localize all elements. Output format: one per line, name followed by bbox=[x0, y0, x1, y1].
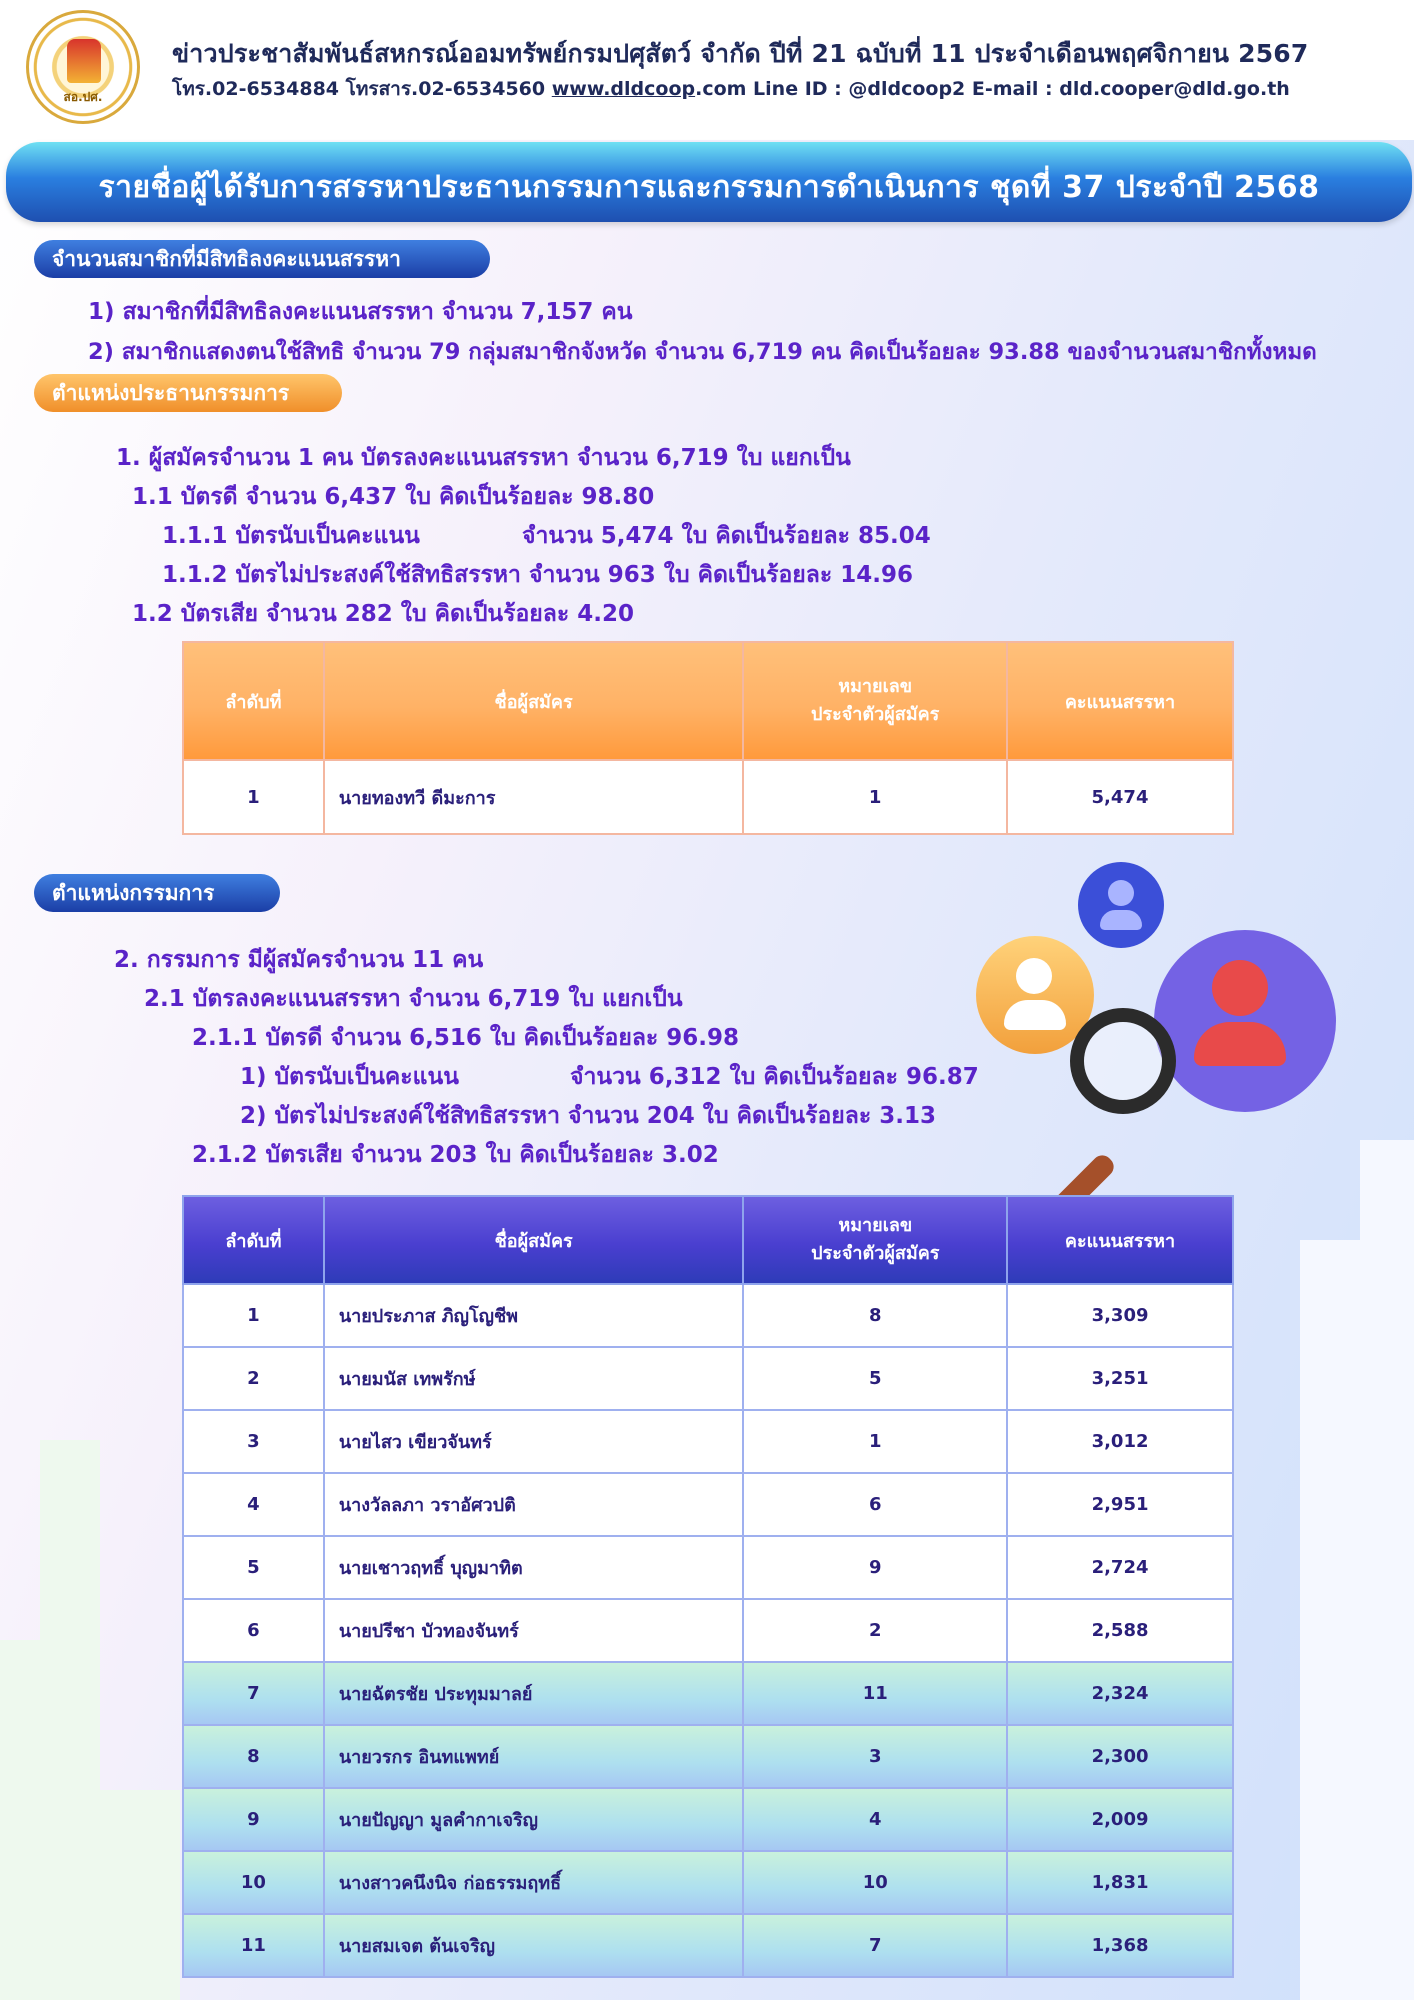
table-row bbox=[183, 1662, 1233, 1725]
seal-emblem-icon bbox=[67, 39, 101, 83]
user-head-shape bbox=[1212, 960, 1268, 1016]
user-head-shape bbox=[1016, 958, 1052, 994]
voters-line-1: 1) สมาชิกที่มีสิทธิลงคะแนนสรรหา จำนวน 7,157 คน bbox=[88, 299, 633, 325]
cell-score: 1,368 bbox=[1007, 1914, 1233, 1977]
cell-score: 2,009 bbox=[1007, 1788, 1233, 1851]
cell-number: 1 bbox=[743, 1410, 1007, 1473]
cell-score: 2,951 bbox=[1007, 1473, 1233, 1536]
website-link[interactable]: www.dldcoop bbox=[551, 78, 696, 100]
cell-score: 2,588 bbox=[1007, 1599, 1233, 1662]
board-line-2: 2.1 บัตรลงคะแนนสรรหา จำนวน 6,719 ใบ แยกเป็น bbox=[144, 986, 683, 1012]
building-silhouette bbox=[1360, 1140, 1414, 2000]
cell-number: 8 bbox=[743, 1284, 1007, 1347]
table-row bbox=[183, 1914, 1233, 1977]
voters-line-2: 2) สมาชิกแสดงตนใช้สิทธิ จำนวน 79 กลุ่มสมาชิกจังหวัด จำนวน 6,719 คน คิดเป็นร้อยละ 93.88 ของจำนวนสมาชิกทั้งหมด bbox=[88, 339, 1317, 365]
cell-order: 1 bbox=[183, 760, 324, 834]
cell-score: 2,724 bbox=[1007, 1536, 1233, 1599]
user-head-shape bbox=[1108, 880, 1134, 906]
col-header-name: ชื่อผู้สมัคร bbox=[324, 642, 743, 760]
table-row bbox=[183, 1725, 1233, 1788]
cell-number: 4 bbox=[743, 1788, 1007, 1851]
cell-order: 8 bbox=[183, 1725, 324, 1788]
title-banner bbox=[6, 142, 1412, 222]
newsletter-title: ข่าวประชาสัมพันธ์สหกรณ์ออมทรัพย์กรมปศุสัตว์ จำกัด ปีที่ 21 ฉบับที่ 11 ประจำเดือนพฤศจิกายน 2567 bbox=[172, 39, 1309, 68]
section-label-board: ตำแหน่งกรรมการ bbox=[34, 874, 280, 912]
section-label-voters: จำนวนสมาชิกที่มีสิทธิลงคะแนนสรรหา bbox=[34, 240, 490, 278]
coop-seal-logo bbox=[26, 10, 140, 124]
contact-prefix: โทร.02-6534884 โทรสาร.02-6534560 bbox=[172, 78, 552, 100]
chair-line-1: 1. ผู้สมัครจำนวน 1 คน บัตรลงคะแนนสรรหา จำนวน 6,719 ใบ แยกเป็น bbox=[116, 445, 851, 471]
seal-text: สอ.ปศ. bbox=[63, 90, 103, 104]
col-header-order: ลำดับที่ bbox=[183, 642, 324, 760]
cell-score: 1,831 bbox=[1007, 1851, 1233, 1914]
cell-name: นายปรีชา บัวทองจันทร์ bbox=[324, 1599, 744, 1662]
col-header-score: คะแนนสรรหา bbox=[1007, 1196, 1233, 1284]
cell-name: นางสาวคนึงนิจ ก่อธรรมฤทธิ์ bbox=[324, 1851, 744, 1914]
cell-name: นายสมเจต ต้นเจริญ bbox=[324, 1914, 744, 1977]
table-row bbox=[183, 1788, 1233, 1851]
page-header bbox=[0, 0, 1414, 140]
cell-number: 11 bbox=[743, 1662, 1007, 1725]
cell-order: 2 bbox=[183, 1347, 324, 1410]
col-header-number bbox=[743, 1196, 1007, 1284]
table-row bbox=[183, 1599, 1233, 1662]
chair-line-4: 1.1.2 บัตรไม่ประสงค์ใช้สิทธิสรรหา จำนวน 963 ใบ คิดเป็นร้อยละ 14.96 bbox=[162, 562, 913, 588]
col-header-order: ลำดับที่ bbox=[183, 1196, 324, 1284]
cell-order: 9 bbox=[183, 1788, 324, 1851]
cell-score: 5,474 bbox=[1007, 760, 1233, 834]
cell-name: นายฉัตรชัย ประทุมมาลย์ bbox=[324, 1662, 744, 1725]
col-header-number-line2: ประจำตัวผู้สมัคร bbox=[811, 1243, 940, 1264]
chair-line-2: 1.1 บัตรดี จำนวน 6,437 ใบ คิดเป็นร้อยละ 98.80 bbox=[132, 484, 655, 510]
user-body-shape bbox=[1194, 1022, 1286, 1066]
cell-order: 4 bbox=[183, 1473, 324, 1536]
board-line-1: 2. กรรมการ มีผู้สมัครจำนวน 11 คน bbox=[114, 947, 484, 973]
cell-name: นายมนัส เทพรักษ์ bbox=[324, 1347, 744, 1410]
cell-name: นางวัลลภา วราอัศวปติ bbox=[324, 1473, 744, 1536]
cell-name: นายประภาส ภิญโญชีพ bbox=[324, 1284, 744, 1347]
chair-line-3b: จำนวน 5,474 ใบ คิดเป็นร้อยละ 85.04 bbox=[522, 523, 931, 549]
table-row bbox=[183, 1410, 1233, 1473]
cell-score: 2,324 bbox=[1007, 1662, 1233, 1725]
contact-line bbox=[172, 74, 1290, 104]
board-line-3: 2.1.1 บัตรดี จำนวน 6,516 ใบ คิดเป็นร้อยละ 96.98 bbox=[192, 1025, 740, 1051]
cell-number: 7 bbox=[743, 1914, 1007, 1977]
user-body-shape bbox=[1100, 910, 1142, 930]
col-header-number-line1: หมายเลข bbox=[838, 1215, 913, 1236]
board-line-6: 2.1.2 บัตรเสีย จำนวน 203 ใบ คิดเป็นร้อยละ 3.02 bbox=[192, 1142, 719, 1168]
board-line-5: 2) บัตรไม่ประสงค์ใช้สิทธิสรรหา จำนวน 204 ใบ คิดเป็นร้อยละ 3.13 bbox=[240, 1103, 936, 1129]
magnifying-glass-icon bbox=[1070, 1008, 1204, 1142]
cell-order: 7 bbox=[183, 1662, 324, 1725]
cell-order: 11 bbox=[183, 1914, 324, 1977]
cell-order: 5 bbox=[183, 1536, 324, 1599]
board-line-4b: จำนวน 6,312 ใบ คิดเป็นร้อยละ 96.87 bbox=[570, 1064, 979, 1090]
user-avatar-icon bbox=[1078, 862, 1164, 948]
cell-name: นายปัญญา มูลคำกาเจริญ bbox=[324, 1788, 744, 1851]
cell-order: 10 bbox=[183, 1851, 324, 1914]
cell-score: 2,300 bbox=[1007, 1725, 1233, 1788]
banner-title: รายชื่อผู้ได้รับการสรรหาประธานกรรมการและกรรมการดำเนินการ ชุดที่ 37 ประจำปี 2568 bbox=[98, 170, 1320, 205]
col-header-name: ชื่อผู้สมัคร bbox=[324, 1196, 744, 1284]
building-silhouette bbox=[40, 1440, 100, 2000]
cell-score: 3,012 bbox=[1007, 1410, 1233, 1473]
cell-number: 3 bbox=[743, 1725, 1007, 1788]
cell-order: 6 bbox=[183, 1599, 324, 1662]
chair-line-5: 1.2 บัตรเสีย จำนวน 282 ใบ คิดเป็นร้อยละ 4.20 bbox=[132, 601, 634, 627]
cell-number: 9 bbox=[743, 1536, 1007, 1599]
cell-score: 3,309 bbox=[1007, 1284, 1233, 1347]
cell-number: 10 bbox=[743, 1851, 1007, 1914]
board-line-4a: 1) บัตรนับเป็นคะแนน bbox=[240, 1064, 459, 1090]
table-row bbox=[183, 1284, 1233, 1347]
table-row bbox=[183, 1851, 1233, 1914]
table-row bbox=[183, 760, 1233, 834]
col-header-number-line1: หมายเลข bbox=[838, 676, 913, 697]
table-header-row bbox=[183, 1196, 1233, 1284]
cell-number: 6 bbox=[743, 1473, 1007, 1536]
col-header-number bbox=[743, 642, 1007, 760]
table-row bbox=[183, 1473, 1233, 1536]
cell-name: นายไสว เขียวจันทร์ bbox=[324, 1410, 744, 1473]
magnifier-lens bbox=[1070, 1008, 1176, 1114]
cell-number: 5 bbox=[743, 1347, 1007, 1410]
col-header-number-line2: ประจำตัวผู้สมัคร bbox=[810, 704, 940, 725]
section-label-chair: ตำแหน่งประธานกรรมการ bbox=[34, 374, 342, 412]
user-body-shape bbox=[1004, 1000, 1066, 1030]
col-header-score: คะแนนสรรหา bbox=[1007, 642, 1233, 760]
cell-order: 3 bbox=[183, 1410, 324, 1473]
contact-suffix: .com Line ID : @dldcoop2 E-mail : dld.cooper@dld.go.th bbox=[695, 78, 1290, 100]
cell-score: 3,251 bbox=[1007, 1347, 1233, 1410]
cell-number: 1 bbox=[743, 760, 1007, 834]
table-row bbox=[183, 1347, 1233, 1410]
table-row bbox=[183, 1536, 1233, 1599]
board-results-table bbox=[182, 1195, 1234, 1978]
cell-order: 1 bbox=[183, 1284, 324, 1347]
cell-name: นายเชาวฤทธิ์ บุญมาทิต bbox=[324, 1536, 744, 1599]
chair-results-table bbox=[182, 641, 1234, 835]
cell-name: นายวรกร อินทแพทย์ bbox=[324, 1725, 744, 1788]
chair-line-3a: 1.1.1 บัตรนับเป็นคะแนน bbox=[162, 523, 420, 549]
building-silhouette bbox=[100, 1790, 180, 2000]
table-header-row bbox=[183, 642, 1233, 760]
cell-number: 2 bbox=[743, 1599, 1007, 1662]
cell-name: นายทองทวี ดีมะการ bbox=[324, 760, 743, 834]
